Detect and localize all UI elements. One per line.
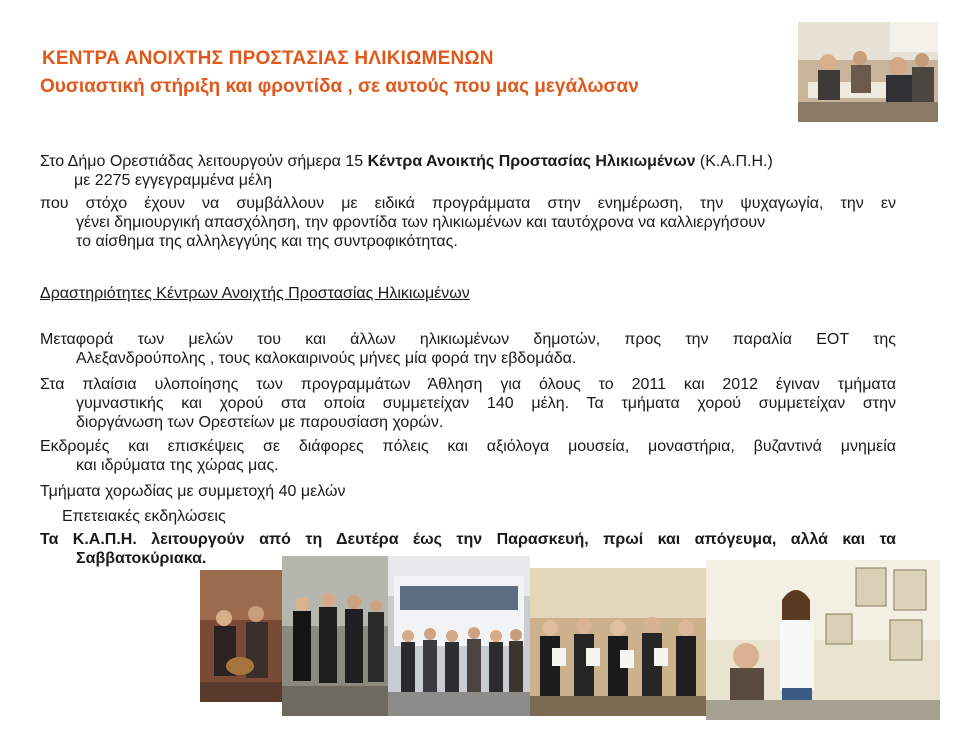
- activity-anniversary-events: Επετειακές εκδηλώσεις: [62, 508, 226, 525]
- intro-line-5: το αίσθημα της αλληλεγγύης και της συντροφικότητας.: [76, 233, 458, 250]
- photo-members-at-tables: [798, 22, 938, 122]
- page-title: ΚΕΝΤΡΑ ΑΝΟΙΧΤΗΣ ΠΡΟΣΤΑΣΙΑΣ ΗΛΙΚΙΩΜΕΝΩΝ: [42, 48, 494, 69]
- photo-choir: [530, 568, 706, 716]
- intro-line-4: γένει δημιουργική απασχόληση, την φροντίδα των ηλικιωμένων και ταυτόχρονα να καλλιεργήσουν: [76, 214, 766, 231]
- intro-line-1-prefix: Στο Δήμο Ορεστιάδας λειτουργούν σήμερα 15: [40, 153, 368, 170]
- activity-sports-line-2: γυμναστικής και χορού στα οποία συμμετείχαν 140 μέλη. Τα τμήματα χορού συμμετείχαν στην: [76, 395, 896, 412]
- photo-musicians: [200, 570, 282, 702]
- photo-dancers-outdoors: [282, 556, 388, 716]
- photo-blood-pressure-check: [706, 560, 940, 720]
- activity-sports-line-3: διοργάνωση των Ορεστείων με παρουσίαση χορών.: [76, 414, 444, 431]
- activity-trips-line-2: και ιδρύματα της χώρας μας.: [76, 457, 279, 474]
- intro-line-2: με 2275 εγγεγραμμένα μέλη: [74, 172, 272, 189]
- photo-group-by-bus: [388, 556, 530, 716]
- kapi-full-name: Κέντρα Ανοικτής Προστασίας Ηλικιωμένων: [367, 153, 696, 170]
- activity-sports-line-1: Στα πλαίσια υλοποίησης των προγραμμάτων Άθληση για όλους το 2011 και 2012 έγιναν τμήματα: [40, 376, 896, 393]
- intro-line-1: [40, 152, 773, 172]
- activity-transport-line-1: Μεταφορά των μελών του και άλλων ηλικιωμένων δημοτών, προς την παραλία ΕΟΤ της: [40, 331, 896, 348]
- page-subtitle: Ουσιαστική στήριξη και φροντίδα , σε αυτούς που μας μεγάλωσαν: [40, 76, 639, 97]
- activity-trips-line-1: Εκδρομές και επισκέψεις σε διάφορες πόλεις και αξιόλογα μουσεία, μοναστήρια, βυζαντινά μνημεία: [40, 438, 896, 455]
- activity-transport-line-2: Αλεξανδρούπολης , τους καλοκαιρινούς μήνες μία φορά την εβδομάδα.: [76, 350, 577, 367]
- activities-heading: Δραστηριότητες Κέντρων Ανοιχτής Προστασίας Ηλικιωμένων: [40, 285, 470, 302]
- activity-choir: Τμήματα χορωδίας με συμμετοχή 40 μελών: [40, 483, 346, 500]
- operating-hours-line-2: Σαββατοκύριακα.: [76, 550, 207, 567]
- operating-hours-line-1: Τα Κ.Α.Π.Η. λειτουργούν από τη Δευτέρα έως την Παρασκευή, πρωί και απόγευμα, αλλά και τα: [40, 531, 896, 548]
- intro-line-3: που στόχο έχουν να συμβάλλουν με ειδικά προγράμματα στην ενημέρωση, την ψυχαγωγία, την εν: [40, 195, 896, 212]
- intro-line-1-suffix: (Κ.Α.Π.Η.): [695, 153, 773, 170]
